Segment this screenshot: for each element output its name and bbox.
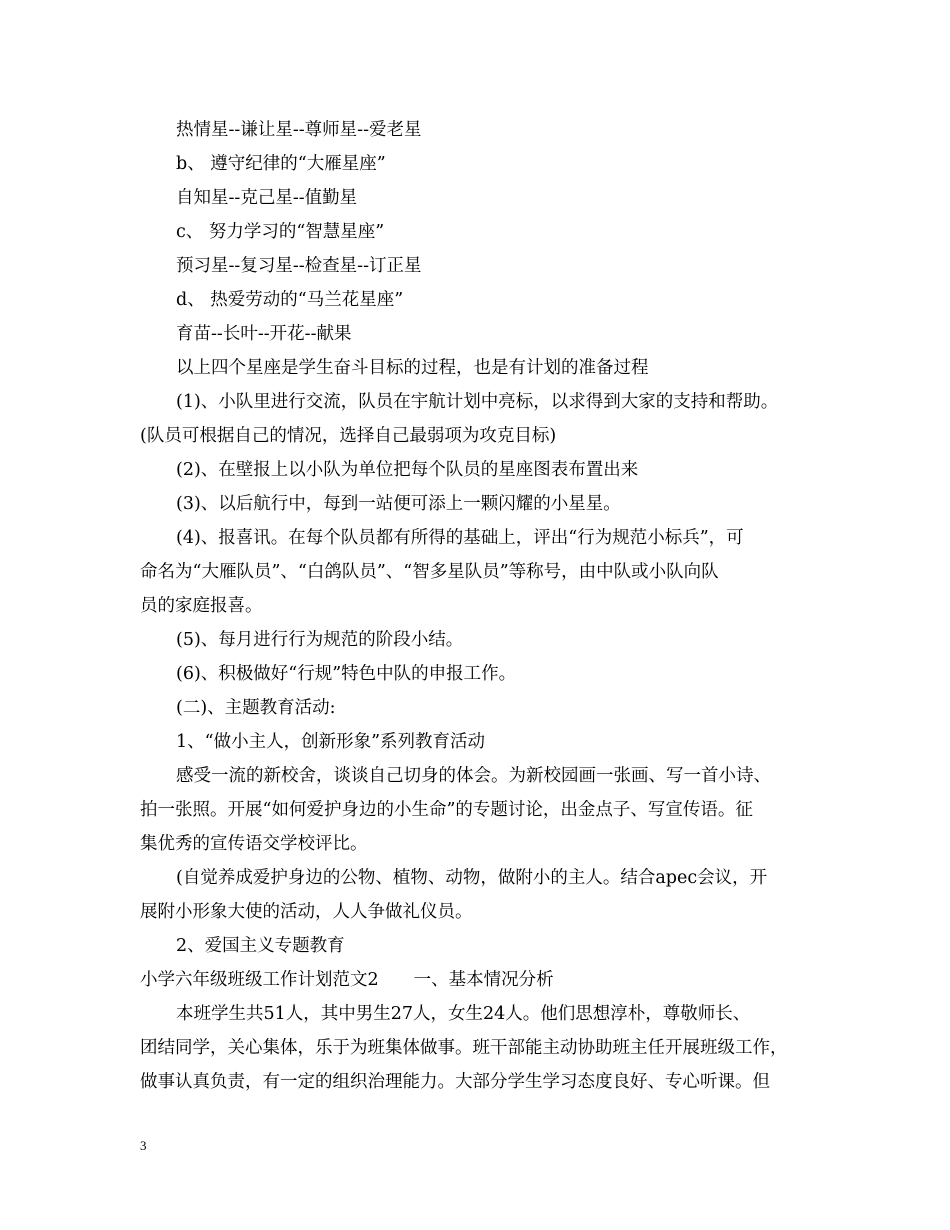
text-line: 以上四个星座是学生奋斗目标的过程，也是有计划的准备过程 xyxy=(176,358,649,378)
text-line: (5)、每月进行行为规范的阶段小结。 xyxy=(176,630,464,650)
text-line: (2)、在壁报上以小队为单位把每个队员的星座图表布置出来 xyxy=(176,460,639,480)
text-line: 做事认真负责，有一定的组织治理能力。大部分学生学习态度良好、专心听课。但 xyxy=(140,1072,770,1092)
text-line: 感受一流的新校舍，谈谈自己切身的体会。为新校园画一张画、写一首小诗、 xyxy=(176,766,771,786)
text-line: 命名为“大雁队员”、“白鸽队员”、“智多星队员”等称号，由中队或小队向队 xyxy=(140,562,719,582)
text-line: 团结同学，关心集体，乐于为班集体做事。班干部能主动协助班主任开展班级工作， xyxy=(140,1038,788,1058)
text-line: 拍一张照。开展“如何爱护身边的小生命”的专题讨论，出金点子、写宣传语。征 xyxy=(140,800,753,820)
text-line: (二)、主题教育活动: xyxy=(176,698,336,718)
text-line: 本班学生共51人，其中男生27人，女生24人。他们思想淳朴，尊敬师长、 xyxy=(176,1004,751,1024)
text-line: 预习星--复习星--检查星--订正星 xyxy=(176,256,422,276)
text-line: (4)、报喜讯。在每个队员都有所得的基础上，评出“行为规范小标兵”，可 xyxy=(176,528,744,548)
text-line: 育苗--长叶--开花--献果 xyxy=(176,324,352,344)
text-line: c、 努力学习的“智慧星座” xyxy=(176,222,385,242)
text-line: 员的家庭报喜。 xyxy=(140,596,263,616)
text-line: (队员可根据自己的情况，选择自己最弱项为攻克目标) xyxy=(140,426,557,446)
text-line: 热情星--谦让星--尊师星--爱老星 xyxy=(176,120,422,140)
text-line: 小学六年级班级工作计划范文2 一、基本情况分析 xyxy=(140,970,554,990)
text-line: d、 热爱劳动的“马兰花星座” xyxy=(176,290,404,310)
text-line: 自知星--克己星--值勤星 xyxy=(176,188,358,208)
text-line: 2、爱国主义专题教育 xyxy=(176,936,345,956)
text-line: (3)、以后航行中，每到一站便可添上一颗闪耀的小星星。 xyxy=(176,494,621,514)
page-number: 3 xyxy=(140,1138,147,1153)
text-line: 集优秀的宣传语交学校评比。 xyxy=(140,834,368,854)
text-line: b、 遵守纪律的“大雁星座” xyxy=(176,154,386,174)
text-line: 展附小形象大使的活动，人人争做礼仪员。 xyxy=(140,902,473,922)
text-line: (1)、小队里进行交流，队员在宇航计划中亮标，以求得到大家的支持和帮助。 xyxy=(176,392,779,412)
text-line: (自觉养成爱护身边的公物、植物、动物，做附小的主人。结合apec会议，开 xyxy=(176,868,768,888)
text-line: (6)、积极做好“行规”特色中队的申报工作。 xyxy=(176,664,517,684)
text-line: 1、“做小主人，创新形象”系列教育活动 xyxy=(176,732,486,752)
